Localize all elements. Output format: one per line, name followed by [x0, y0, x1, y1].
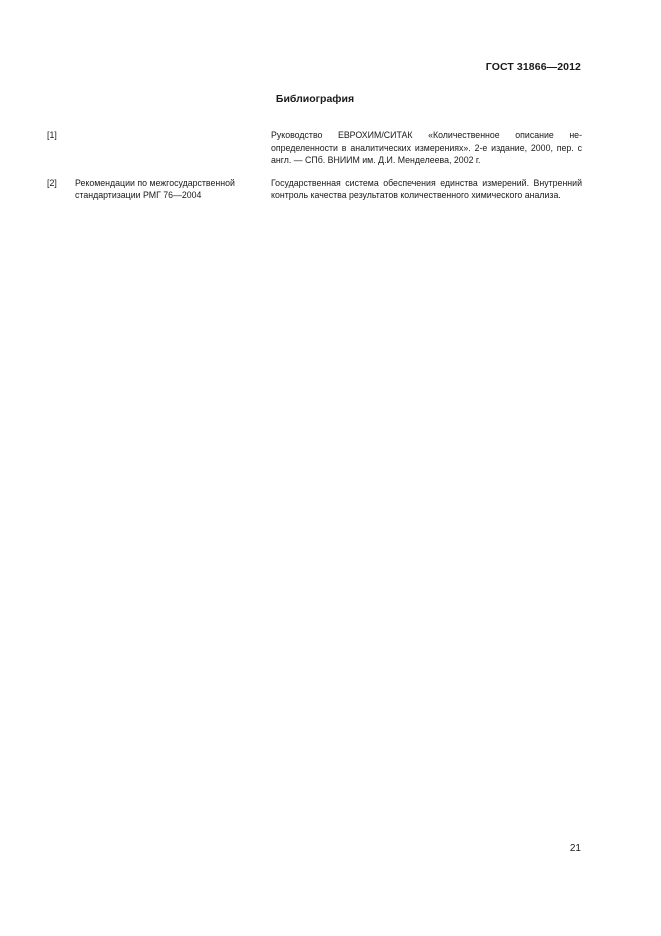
- entry-description: Руководство ЕВРОХИМ/СИТАК «Количественное описание не-определенности в аналитических измерениях». 2-е издание, 2000, пер. с англ. — СПб. ВНИИМ им. Д.И. Менделеева, 2002 г.: [271, 130, 582, 165]
- entry-designation: Рекомендации по межгосударственной стандартизации РМГ 76—2004: [75, 177, 235, 200]
- entry-number: [2]: [47, 177, 57, 188]
- entry-designation: [75, 129, 271, 167]
- page-title: Библиография: [275, 93, 355, 105]
- entry-description: Государственная система обеспечения единства измерений. Внутренний контроль качества результатов количественного химического анализа.: [271, 177, 582, 200]
- document-code: ГОСТ 31866—2012: [485, 61, 581, 73]
- bibliography-list: [47, 129, 582, 212]
- entry-number: [1]: [47, 130, 57, 140]
- page-number: 21: [569, 843, 581, 854]
- bibliography-entry: [47, 129, 582, 167]
- bibliography-entry: [47, 177, 582, 202]
